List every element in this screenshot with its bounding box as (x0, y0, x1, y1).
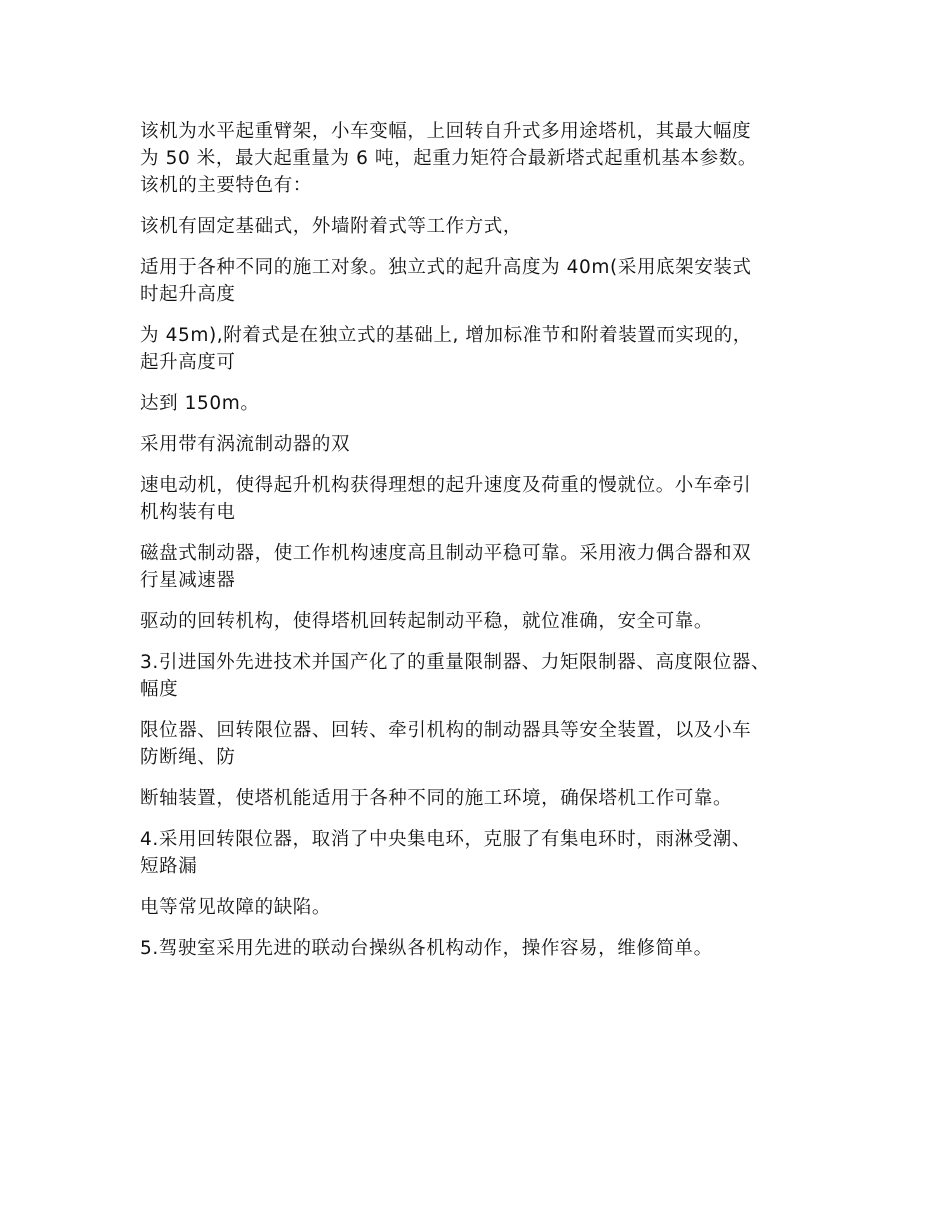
paragraph (140, 894, 820, 921)
text-line: 4.采用回转限位器，取消了中央集电环，克服了有集电环时，雨淋受潮、 (140, 829, 751, 850)
text-line: 行星减速器 (140, 570, 236, 591)
paragraph-intro (140, 118, 820, 199)
paragraph (140, 390, 820, 417)
text-line: 磁盘式制动器，使工作机构速度高且制动平稳可靠。采用液力偶合器和双 (140, 543, 752, 564)
text-line: 该机有固定基础式，外墙附着式等工作方式， (140, 216, 523, 237)
text-line: 采用带有涡流制动器的双 (140, 434, 351, 455)
paragraph (140, 785, 820, 812)
paragraph (140, 540, 820, 594)
text-line: 断轴装置，使塔机能适用于各种不同的施工环境，确保塔机工作可靠。 (140, 788, 733, 809)
paragraph-item-5 (140, 935, 820, 962)
text-line: 时起升高度 (140, 284, 236, 305)
text-line: 为 50 米，最大起重量为 6 吨，起重力矩符合最新塔式起重机基本参数。 (140, 148, 757, 169)
paragraph-item-3 (140, 649, 820, 703)
text-line: 达到 150m。 (140, 393, 260, 414)
text-line: 驱动的回转机构，使得塔机回转起制动平稳，就位准确，安全可靠。 (140, 611, 714, 632)
paragraph (140, 322, 820, 376)
text-line: 幅度 (140, 679, 179, 700)
paragraph-item-4 (140, 826, 820, 880)
text-line: 该机的主要特色有： (140, 175, 312, 196)
text-line: 3.引进国外先进技术并国产化了的重量限制器、力矩限制器、高度限位器、 (140, 652, 771, 673)
text-line: 适用于各种不同的施工对象。独立式的起升高度为 40m(采用底架安装式 (140, 257, 752, 278)
paragraph (140, 254, 820, 308)
text-line: 起升高度可 (140, 352, 236, 373)
text-line: 该机为水平起重臂架，小车变幅，上回转自升式多用途塔机，其最大幅度 (140, 121, 752, 142)
text-line: 限位器、回转限位器、回转、牵引机构的制动器具等安全装置，以及小车 (140, 720, 752, 741)
document-body (140, 118, 820, 962)
text-line: 机构装有电 (140, 502, 236, 523)
paragraph (140, 472, 820, 526)
text-line: 5.驾驶室采用先进的联动台操纵各机构动作，操作容易，维修简单。 (140, 938, 713, 959)
text-line: 速电动机，使得起升机构获得理想的起升速度及荷重的慢就位。小车牵引 (140, 475, 752, 496)
paragraph (140, 717, 820, 771)
paragraph (140, 431, 820, 458)
text-line: 电等常见故障的缺陷。 (140, 897, 332, 918)
paragraph (140, 608, 820, 635)
paragraph (140, 213, 820, 240)
text-line: 为 45m),附着式是在独立式的基础上, 增加标准节和附着装置而实现的， (140, 325, 752, 346)
text-line: 短路漏 (140, 856, 198, 877)
text-line: 防断绳、防 (140, 747, 236, 768)
